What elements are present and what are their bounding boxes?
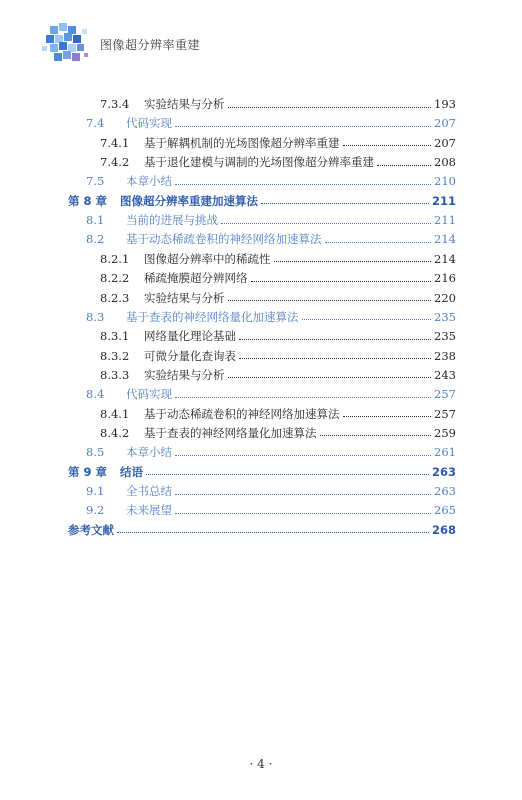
toc-entry-title: 基于退化建模与调制的光场图像超分辨率重建 <box>144 155 374 170</box>
toc-entry-page: 265 <box>434 503 456 518</box>
toc-entry[interactable] <box>68 520 456 540</box>
toc-entry-number: 第 9 章 <box>68 464 108 479</box>
dot-leader <box>175 494 431 495</box>
toc-entry-page: 193 <box>434 97 456 111</box>
toc-entry[interactable] <box>100 326 456 346</box>
toc-entry-page: 259 <box>434 425 456 440</box>
toc-entry[interactable] <box>68 191 456 211</box>
toc-entry[interactable] <box>86 171 456 191</box>
toc-entry-number: 第 8 章 <box>68 193 108 208</box>
toc-entry-title: 实验结果与分析 <box>144 97 225 111</box>
dot-leader <box>302 319 432 320</box>
toc-entry-title: 本章小结 <box>126 174 172 189</box>
dot-leader <box>117 532 429 533</box>
toc-entry-title: 当前的进展与挑战 <box>126 213 218 228</box>
dot-leader <box>175 513 431 514</box>
toc-entry[interactable] <box>100 94 456 114</box>
dot-leader <box>251 281 432 282</box>
toc-entry[interactable] <box>68 462 456 482</box>
toc-entry-title: 基于查表的神经网络量化加速算法 <box>126 309 299 324</box>
toc-entry-title: 代码实现 <box>126 116 172 131</box>
toc-entry-number: 9.1 <box>86 484 105 498</box>
dot-leader <box>239 358 431 359</box>
dot-leader <box>175 184 431 185</box>
toc-entry[interactable] <box>100 365 456 385</box>
toc-entry-page: 263 <box>434 484 456 498</box>
toc-entry-title: 未来展望 <box>126 503 172 518</box>
toc-entry-title: 基于动态稀疏卷积的神经网络加速算法 <box>144 406 340 421</box>
toc-entry[interactable] <box>86 500 456 520</box>
toc-entry-page: 257 <box>434 387 456 402</box>
toc-entry-title: 实验结果与分析 <box>144 367 225 382</box>
toc-entry-title: 全书总结 <box>126 484 172 498</box>
toc-entry-page: 214 <box>434 232 456 247</box>
toc-entry[interactable] <box>86 481 456 501</box>
toc-entry[interactable] <box>86 442 456 462</box>
dot-leader <box>146 474 429 475</box>
book-title: 图像超分辨率重建 <box>100 38 201 52</box>
toc-entry-page: 220 <box>434 290 456 305</box>
toc-entry[interactable] <box>86 307 456 327</box>
toc-entry-page: 243 <box>434 367 456 382</box>
toc-entry-number: 9.2 <box>86 503 105 518</box>
dot-leader <box>377 165 431 166</box>
toc-entry-title: 可微分量化查询表 <box>144 348 236 363</box>
toc-entry[interactable] <box>100 268 456 288</box>
toc-entry-title: 网络量化理论基础 <box>144 329 236 344</box>
toc-entry-title: 基于查表的神经网络量化加速算法 <box>144 425 317 440</box>
toc-entry-page: 268 <box>431 522 456 537</box>
dot-leader <box>228 377 432 378</box>
toc-entry-number: 8.2.2 <box>100 271 130 286</box>
toc-entry-title: 结语 <box>120 464 143 479</box>
toc-entry[interactable] <box>86 113 456 133</box>
toc-entry[interactable] <box>100 249 456 269</box>
toc-entry[interactable] <box>100 346 456 366</box>
toc-entry-title: 本章小结 <box>126 445 172 460</box>
dot-leader <box>228 107 432 108</box>
dot-leader <box>274 261 432 262</box>
toc-entry-number: 7.4 <box>86 116 105 131</box>
dot-leader <box>343 145 432 146</box>
dot-leader <box>320 435 432 436</box>
toc-entry[interactable] <box>100 288 456 308</box>
toc-entry-number: 8.2 <box>86 232 105 247</box>
toc-entry-number: 8.3.1 <box>100 329 130 344</box>
toc-entry-title: 图像超分辨率中的稀疏性 <box>144 251 271 266</box>
dot-leader <box>343 416 432 417</box>
toc-entry-title: 基于解耦机制的光场图像超分辨率重建 <box>144 135 340 150</box>
toc-entry-page: 235 <box>434 329 456 344</box>
toc-entry-title: 基于动态稀疏卷积的神经网络加速算法 <box>126 232 322 247</box>
toc-entry-page: 261 <box>434 445 456 460</box>
toc-entry-number: 8.3.2 <box>100 348 130 363</box>
toc-entry-number: 8.4 <box>86 387 105 402</box>
toc-entry-title: 参考文献 <box>68 522 114 537</box>
toc-entry-number: 7.3.4 <box>100 97 130 111</box>
toc-entry-page: 208 <box>434 155 456 170</box>
toc-entry[interactable] <box>86 384 456 404</box>
toc-entry-number: 8.4.2 <box>100 425 130 440</box>
toc-entry-page: 211 <box>434 213 456 228</box>
dot-leader <box>221 223 431 224</box>
toc-entry-page: 257 <box>434 406 456 421</box>
running-header <box>0 0 522 80</box>
toc-entry-number: 7.5 <box>86 174 105 189</box>
toc-entry[interactable] <box>100 133 456 153</box>
toc-entry[interactable] <box>86 210 456 230</box>
toc-entry-page: 235 <box>434 309 456 324</box>
toc-entry[interactable] <box>100 152 456 172</box>
dot-leader <box>325 242 432 243</box>
toc-entry-number: 7.4.2 <box>100 155 130 170</box>
dot-leader <box>175 397 431 398</box>
toc-entry-number: 8.5 <box>86 445 105 460</box>
toc-entry[interactable] <box>100 423 456 443</box>
toc-entry-number: 7.4.1 <box>100 135 130 150</box>
toc-entry-title: 实验结果与分析 <box>144 290 225 305</box>
toc-entry-page: 207 <box>434 135 456 150</box>
toc-entry-page: 207 <box>434 116 456 131</box>
toc-entry[interactable] <box>100 404 456 424</box>
toc-entry[interactable] <box>86 229 456 249</box>
toc-entry-number: 8.2.3 <box>100 290 130 305</box>
dot-leader <box>175 126 431 127</box>
toc-entry-title: 稀疏掩膜超分辨网络 <box>144 271 248 286</box>
toc-entry-page: 211 <box>431 193 456 208</box>
toc-entry-number: 8.1 <box>86 213 105 228</box>
page-number: · 4 · <box>249 757 273 771</box>
dot-leader <box>228 300 432 301</box>
toc-entry-number: 8.4.1 <box>100 406 130 421</box>
dot-leader <box>175 455 431 456</box>
toc-entry-title: 图像超分辨率重建加速算法 <box>120 193 258 208</box>
toc-entry-page: 210 <box>434 174 456 189</box>
dot-leader <box>239 339 431 340</box>
toc-entry-page: 216 <box>434 271 456 286</box>
toc-entry-page: 263 <box>431 464 456 479</box>
toc-entry-title: 代码实现 <box>126 387 172 402</box>
toc-entry-number: 8.2.1 <box>100 251 130 266</box>
dot-leader <box>261 203 429 204</box>
toc-entry-page: 238 <box>434 348 456 363</box>
toc-entry-number: 8.3 <box>86 309 105 324</box>
cube-logo-icon <box>36 20 96 68</box>
toc-entry-number: 8.3.3 <box>100 367 130 382</box>
toc-entry-page: 214 <box>434 251 456 266</box>
